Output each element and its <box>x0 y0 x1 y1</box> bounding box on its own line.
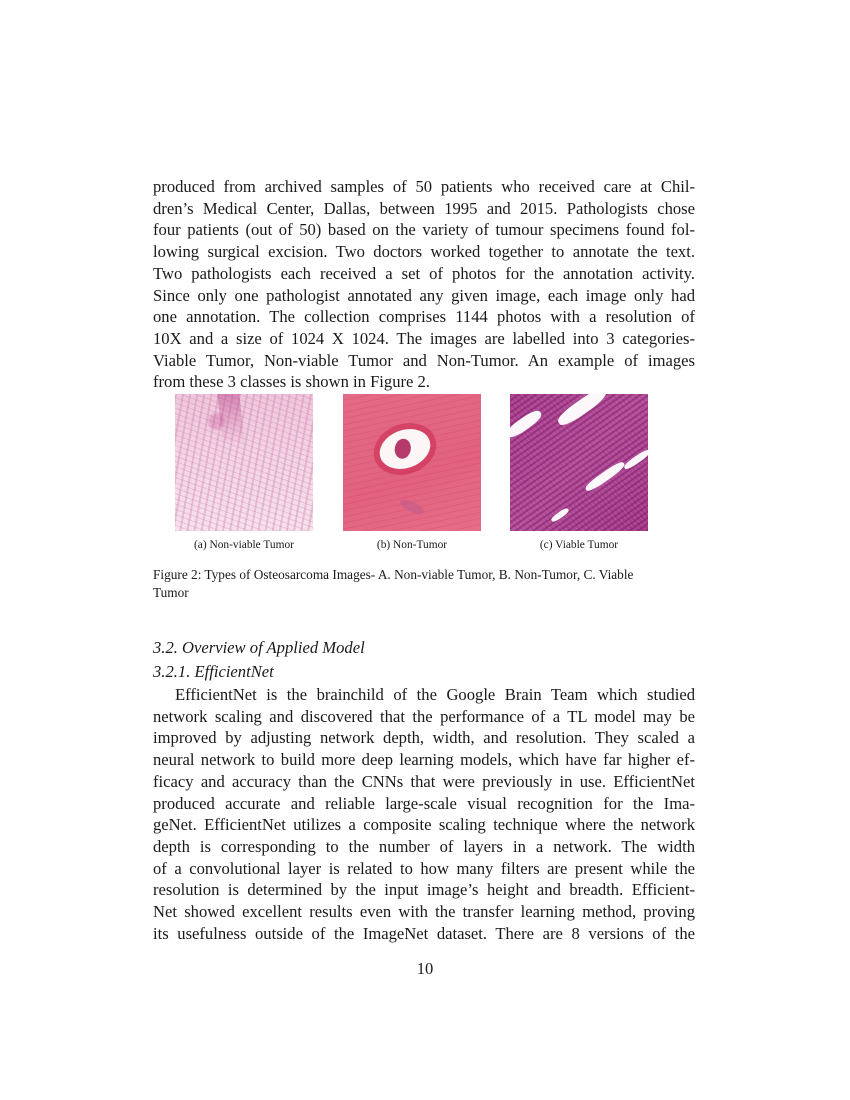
viable-tumor-image <box>510 394 648 531</box>
tissue-gap <box>584 460 627 494</box>
text-line: neural network to build more deep learning models, which have far higher ef- <box>153 750 695 770</box>
text-line: dren’s Medical Center, Dallas, between 1995 and 2015. Pathologists chose <box>153 198 695 218</box>
text-line: four patients (out of 50) based on the variety of tumour specimens found fol- <box>153 220 695 240</box>
tissue-gap <box>623 448 648 471</box>
figure-caption <box>153 566 695 602</box>
text-line: lowing surgical excision. Two doctors worked together to annotate the text. <box>153 242 695 262</box>
text-line: EfficientNet is the brainchild of the Google Brain Team which studied <box>175 685 695 704</box>
figure-2 <box>153 394 695 564</box>
non-tumor-image <box>343 394 481 531</box>
dataset-paragraph <box>153 176 695 393</box>
text-line: from these 3 classes is shown in Figure 2. <box>153 372 430 392</box>
caption-line: Figure 2: Types of Osteosarcoma Images- A. Non-viable Tumor, B. Non-Tumor, C. Viable <box>153 567 634 582</box>
text-line: Viable Tumor, Non-viable Tumor and Non-Tumor. An example of images <box>153 350 695 370</box>
text-line: Net showed excellent results even with the transfer learning method, proving <box>153 902 695 922</box>
subsection-heading: 3.2.1. EfficientNet <box>153 662 274 681</box>
text-line: one annotation. The collection comprises 1144 photos with a resolution of <box>153 307 695 327</box>
tissue-gap <box>555 394 609 429</box>
vessel-lumen <box>374 422 436 475</box>
text-line: Since only one pathologist annotated any given image, each image only had <box>153 285 695 305</box>
text-line: 10X and a size of 1024 X 1024. The images are labelled into 3 categories- <box>153 328 695 348</box>
tissue-gap <box>510 408 544 441</box>
text-line: network scaling and discovered that the performance of a TL model may be <box>153 706 695 726</box>
subfigure-caption: (b) Non-Tumor <box>376 539 448 551</box>
subfigure-caption: (a) Non-viable Tumor <box>194 539 294 551</box>
text-line: resolution is determined by the input image’s height and breadth. Efficient- <box>153 880 695 900</box>
subfigure-b <box>327 394 497 551</box>
text-line: its usefulness outside of the ImageNet dataset. There are 8 versions of the <box>153 923 695 943</box>
text-line: geNet. EfficientNet utilizes a composite scaling technique where the network <box>153 815 695 835</box>
text-line: produced from archived samples of 50 patients who received care at Chil- <box>153 177 695 196</box>
tissue-gap <box>550 507 570 523</box>
section-heading: 3.2. Overview of Applied Model <box>153 638 365 657</box>
text-line: improved by adjusting network depth, width, and resolution. They scaled a <box>153 728 695 748</box>
subfigure-a <box>159 394 329 551</box>
non-viable-tumor-image <box>175 394 313 531</box>
efficientnet-paragraph <box>153 684 695 944</box>
subfigure-caption: (c) Viable Tumor <box>539 539 619 551</box>
tissue-mark <box>398 497 426 517</box>
subfigure-c <box>494 394 664 551</box>
text-line: Two pathologists each received a set of photos for the annotation activity. <box>153 263 695 283</box>
caption-line: Tumor <box>153 585 189 600</box>
page-number: 10 <box>416 959 434 978</box>
text-line: ficacy and accuracy than the CNNs that were previously in use. EfficientNet <box>153 771 695 791</box>
text-line: produced accurate and reliable large-scale visual recognition for the Ima- <box>153 793 695 813</box>
text-line: depth is corresponding to the number of layers in a network. The width <box>153 836 695 856</box>
text-line: of a convolutional layer is related to how many filters are present while the <box>153 858 695 878</box>
